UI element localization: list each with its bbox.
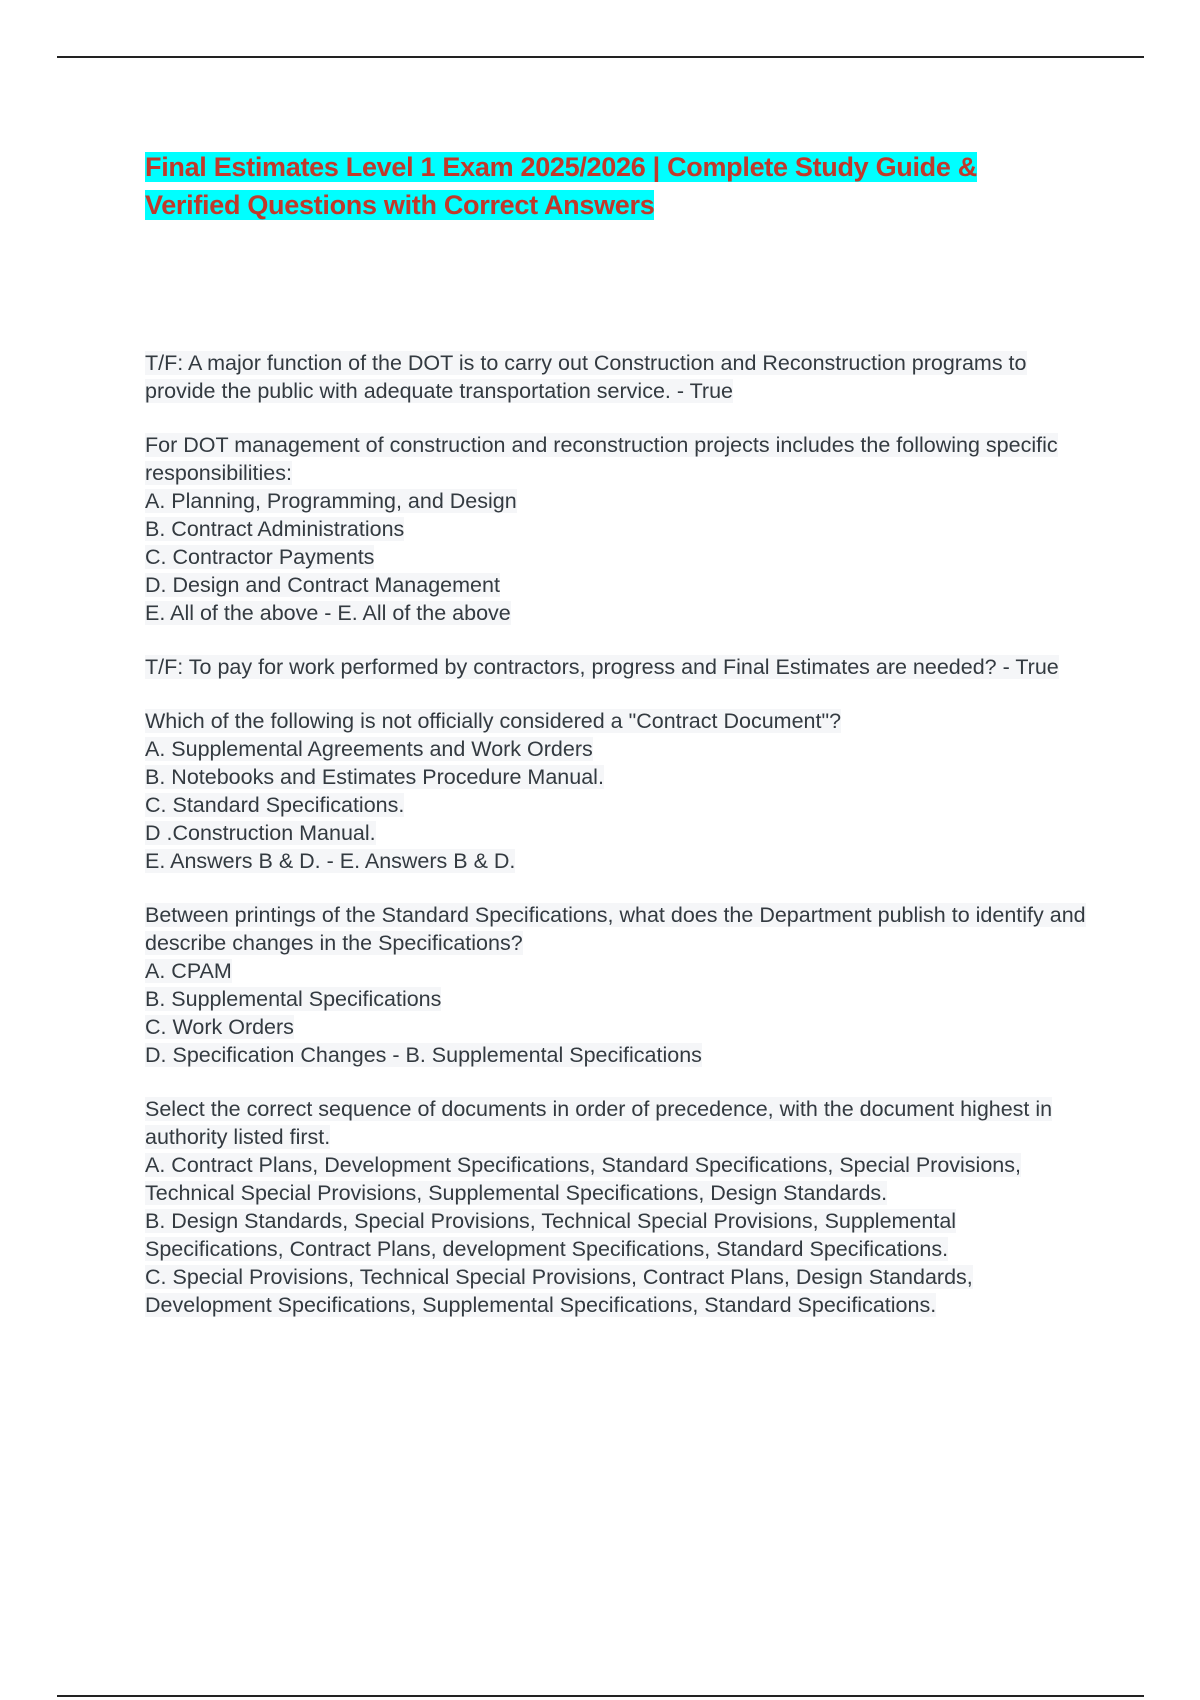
question-4-option-e: E. Answers B & D. - E. Answers B & D.	[145, 849, 516, 873]
question-5-option-a: A. CPAM	[145, 959, 232, 983]
question-2-option-a: A. Planning, Programming, and Design	[145, 489, 517, 513]
question-3	[145, 653, 1095, 681]
question-5-stem: Between printings of the Standard Specifications, what does the Department publish to identify and describe changes in the Specifications?	[145, 903, 1086, 955]
question-6-option-c: C. Special Provisions, Technical Special Provisions, Contract Plans, Design Standards, Development Specifications, Supplemental Specifications, Standard Specifications.	[145, 1265, 973, 1317]
question-2-option-e: E. All of the above - E. All of the above	[145, 601, 511, 625]
question-4	[145, 707, 1095, 875]
question-5-option-c: C. Work Orders	[145, 1015, 294, 1039]
question-5	[145, 901, 1095, 1069]
question-3-line-1: T/F: To pay for work performed by contractors, progress and Final Estimates are needed? - True	[145, 655, 1059, 679]
question-1	[145, 349, 1095, 405]
question-4-option-b: B. Notebooks and Estimates Procedure Manual.	[145, 765, 604, 789]
question-6-stem: Select the correct sequence of documents in order of precedence, with the document highest in authority listed first.	[145, 1097, 1053, 1149]
question-2-stem: For DOT management of construction and reconstruction projects includes the following specific responsibilities:	[145, 433, 1058, 485]
question-2-option-d: D. Design and Contract Management	[145, 573, 500, 597]
question-4-option-c: C. Standard Specifications.	[145, 793, 405, 817]
question-4-option-a: A. Supplemental Agreements and Work Orders	[145, 737, 593, 761]
question-6-option-b: B. Design Standards, Special Provisions, Technical Special Provisions, Supplemental Specifications, Contract Plans, development Specifications, Standard Specifications.	[145, 1209, 957, 1261]
question-6	[145, 1095, 1095, 1319]
question-4-option-d: D .Construction Manual.	[145, 821, 376, 845]
question-4-stem: Which of the following is not officially considered a "Contract Document"?	[145, 709, 842, 733]
header-rule	[57, 56, 1144, 58]
question-2-option-c: C. Contractor Payments	[145, 545, 375, 569]
question-5-option-d: D. Specification Changes - B. Supplemental Specifications	[145, 1043, 702, 1067]
footer-rule	[57, 1695, 1144, 1697]
question-2	[145, 431, 1095, 627]
question-5-option-b: B. Supplemental Specifications	[145, 987, 442, 1011]
question-list	[145, 349, 1095, 1345]
question-6-option-a: A. Contract Plans, Development Specifications, Standard Specifications, Special Provisions, Technical Special Provisions, Supplemental Specifications, Design Standards.	[145, 1153, 1021, 1205]
question-2-option-b: B. Contract Administrations	[145, 517, 405, 541]
question-1-line-1: T/F: A major function of the DOT is to carry out Construction and Reconstruction programs to provide the public with adequate transportation service. - True	[145, 351, 1027, 403]
document-title	[145, 148, 1075, 224]
document-title-text: Final Estimates Level 1 Exam 2025/2026 | Complete Study Guide & Verified Questions with Correct Answers	[145, 152, 977, 220]
